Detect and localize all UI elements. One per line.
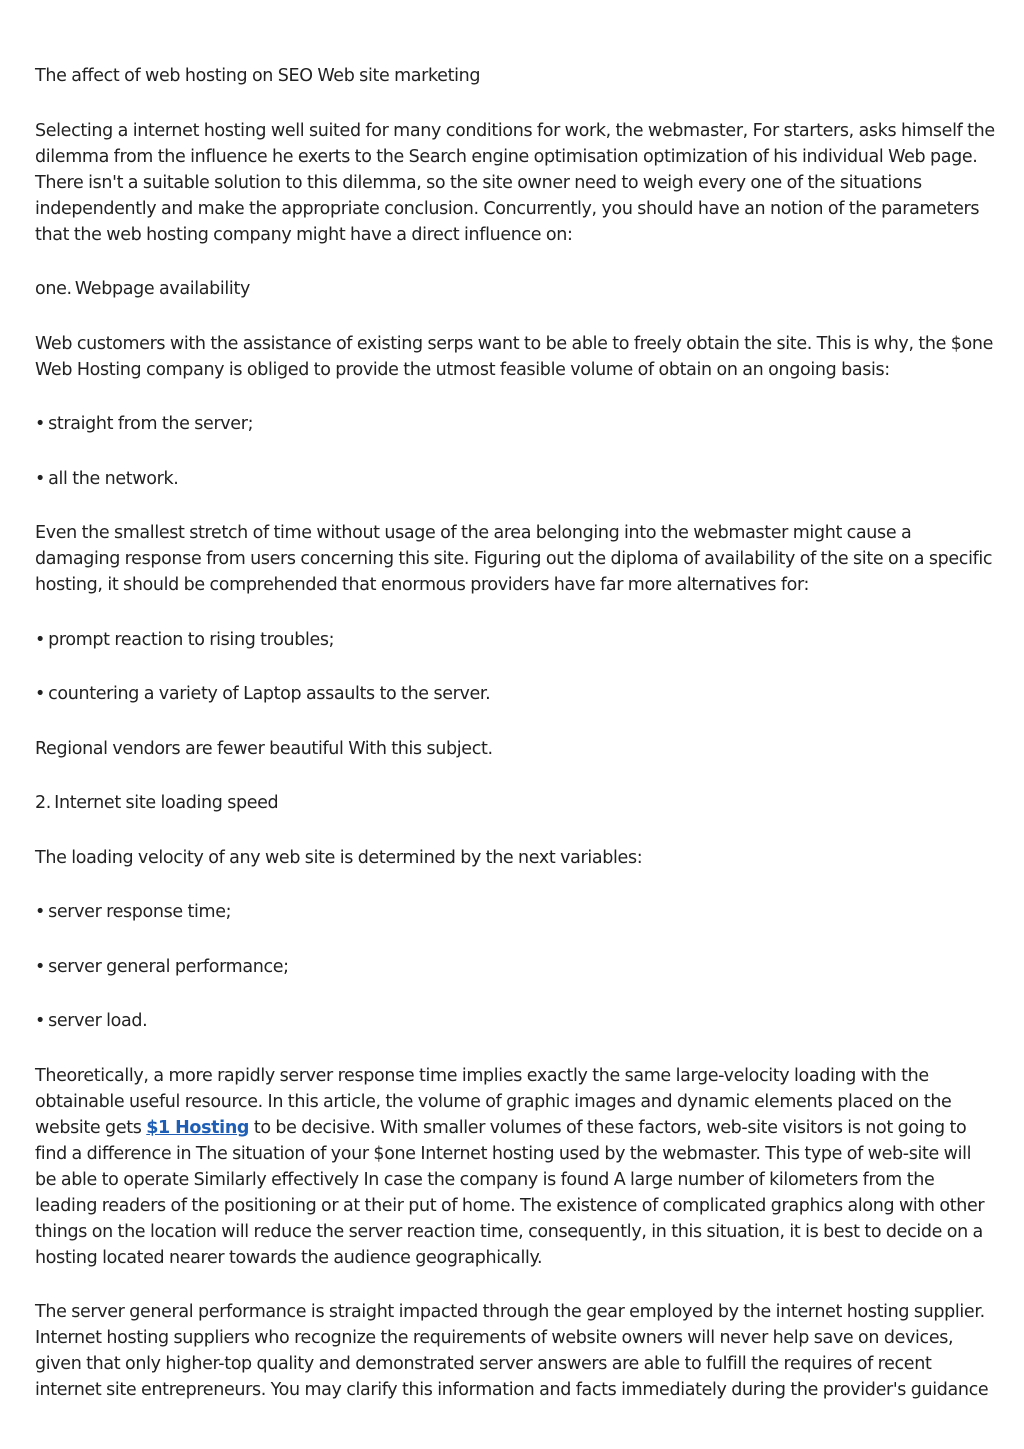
paragraph-theory bbox=[35, 1063, 995, 1271]
bullet-server: • straight from the server; bbox=[35, 414, 254, 434]
paragraph-downtime: Even the smallest stretch of time without usage of the area belonging into the webmaster might cause a damaging response from users concerning this site. Figuring out the diploma of availability of the site on a specific hosting, it should be comprehended that enormous providers have far more alternatives for: bbox=[35, 523, 993, 595]
paragraph-regional-vendors: Regional vendors are fewer beautiful With this subject. bbox=[35, 738, 493, 759]
bullet-general-performance: • server general performance; bbox=[35, 956, 289, 977]
bullet-countering-attacks: • countering a variety of Laptop assaults to the server. bbox=[35, 684, 491, 704]
paragraph-performance: The server general performance is straight impacted through the gear employed by the internet hosting supplier. Internet hosting suppliers who recognize the requirements of website owners will never help save on devices, given that only higher-top quality and demonstrated server answers are able to fulfill the requires of recent internet site entrepreneurs. You may clarify this information and facts immediately during the provider's guidance bbox=[35, 1302, 989, 1400]
paragraph-intro: Selecting a internet hosting well suited for many conditions for work, the webmaster, For starters, asks himself the dilemma from the influence he exerts to the Search engine optimisation optimization of his individual Web page. There isn't a suitable solution to this dilemma, so the site owner need to weigh every one of the situations independently and make the appropriate conclusion. Concurrently, you should have an notion of the parameters that the web hosting company might have a direct influence on: bbox=[35, 120, 995, 245]
theory-text-before: Theoretically, a more rapidly server response time implies exactly the same large-velocity loading with the obtainable useful resource. In this article, the volume of graphic images and dynamic elements placed on the website gets bbox=[35, 1065, 952, 1138]
hosting-link[interactable]: $1 Hosting bbox=[146, 1117, 250, 1138]
bullet-prompt-reaction: • prompt reaction to rising troubles; bbox=[35, 629, 335, 650]
document-page bbox=[35, 63, 995, 1403]
bullet-server-load: • server load. bbox=[35, 1011, 148, 1031]
heading-site-availability: one. Webpage availability bbox=[35, 279, 250, 299]
document-title: The affect of web hosting on SEO Web site marketing bbox=[35, 66, 481, 86]
theory-text-after: to be decisive. With smaller volumes of these factors, web-site visitors is not going to find a difference in The situation of your $one Internet hosting used by the webmaster. This type of web-site will be able to operate Similarly effectively In case the company is found A large number of kilometers from the leading readers of the positioning or at their put of home. The existence of complicated graphics along with other things on the location will reduce the server reaction time, consequently, in this situation, it is best to decide on a hosting located nearer towards the audience geographically. bbox=[35, 1117, 985, 1268]
bullet-response-time: • server response time; bbox=[35, 902, 232, 922]
paragraph-access: Web customers with the assistance of existing serps want to be able to freely obtain the site. This is why, the $one Web Hosting company is obliged to provide the utmost feasible volume of obtain on an ongoing basis: bbox=[35, 333, 994, 380]
paragraph-loading-variables: The loading velocity of any web site is determined by the next variables: bbox=[35, 847, 643, 868]
heading-loading-speed: 2. Internet site loading speed bbox=[35, 793, 279, 813]
bullet-network: • all the network. bbox=[35, 468, 179, 489]
